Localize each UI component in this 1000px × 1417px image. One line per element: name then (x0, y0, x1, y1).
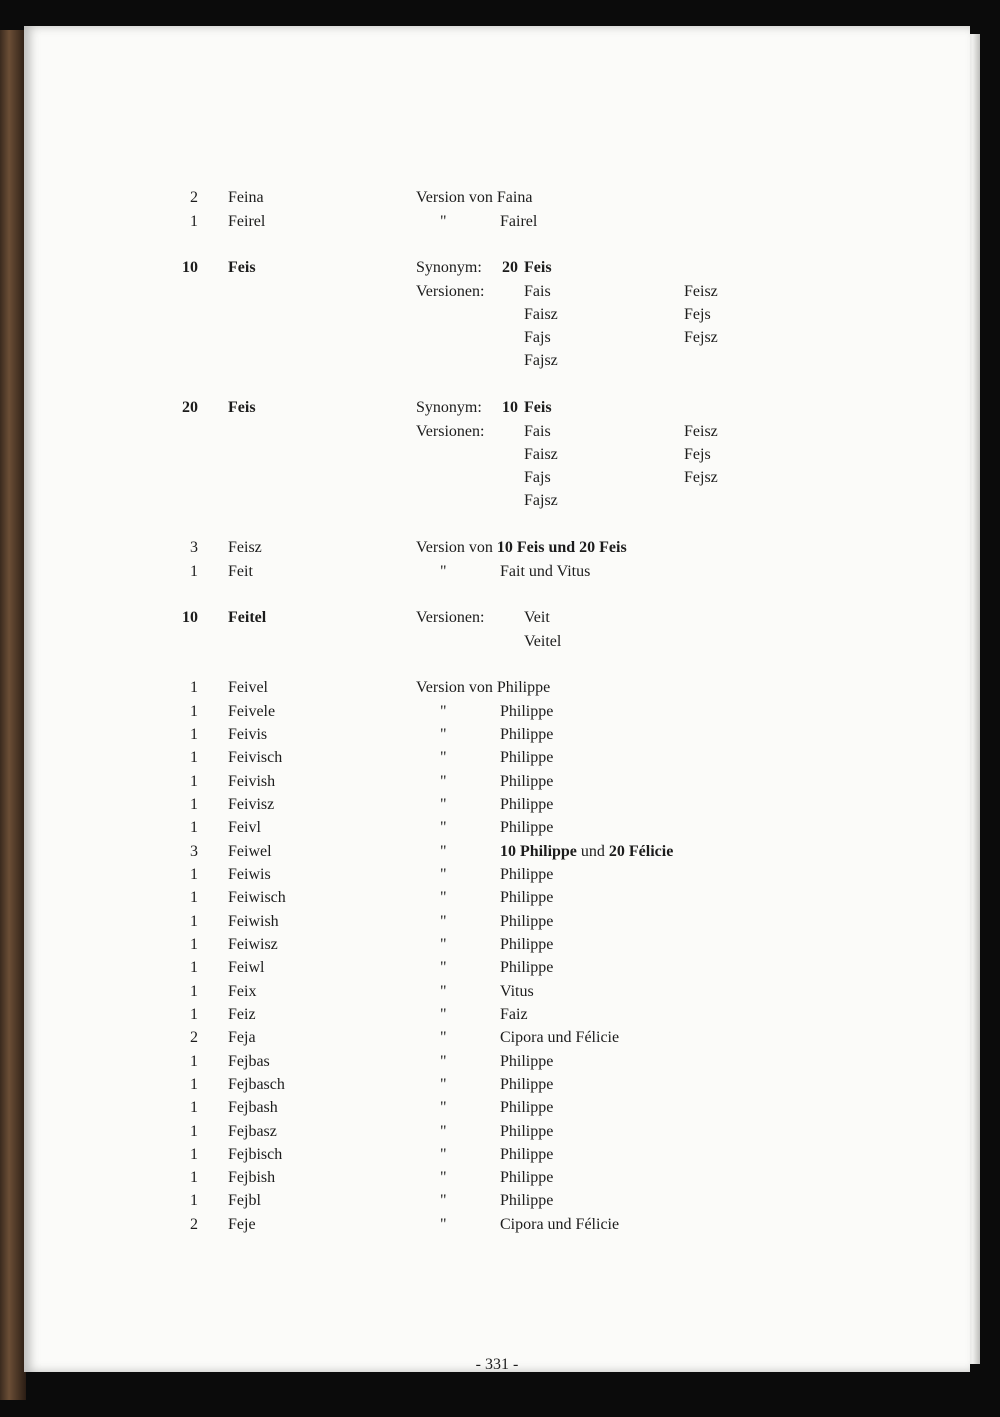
ditto-mark: " (440, 749, 447, 766)
entry-reference: Fait und Vitus (500, 563, 591, 580)
entry-reference: Philippe (500, 1099, 554, 1116)
entry-row (24, 1120, 970, 1144)
entry-count: 2 (190, 1029, 198, 1046)
ditto-mark: " (440, 889, 447, 906)
entry-label: Synonym: (416, 259, 482, 276)
entry-label: Versionen: (416, 423, 485, 440)
entry-row (24, 770, 970, 794)
entry-reference: Philippe (500, 889, 554, 906)
variant-name: Faisz (524, 306, 558, 323)
ditto-mark: " (440, 563, 447, 580)
description-bold-ref: 10 Feis und 20 Feis (496, 539, 627, 556)
entry-count: 1 (190, 866, 198, 883)
entry-row (24, 489, 970, 513)
variant-alt-name: Fejsz (684, 329, 718, 346)
entry-row (24, 186, 970, 210)
entry-row (24, 606, 970, 630)
reference-bold-1: 10 Philippe (500, 843, 577, 860)
variant-alt-name: Feisz (684, 423, 718, 440)
entry-count: 2 (190, 1216, 198, 1233)
ditto-mark: " (440, 959, 447, 976)
entry-reference: Philippe (500, 936, 554, 953)
entry-name: Feiwisz (228, 936, 278, 953)
entry-reference: Faiz (500, 1006, 528, 1023)
synonym-number: 20 (502, 259, 518, 276)
entry-row (24, 816, 970, 840)
entry-description (416, 536, 627, 560)
entry-row (24, 280, 970, 304)
entry-count: 1 (190, 1123, 198, 1140)
variant-alt-name: Feisz (684, 283, 718, 300)
entry-name: Feivel (228, 679, 268, 696)
entry-count: 1 (190, 1053, 198, 1070)
entry-row (24, 1143, 970, 1167)
entry-name: Feiwel (228, 843, 272, 860)
entry-row (24, 980, 970, 1004)
entry-row (24, 1166, 970, 1190)
entry-count: 10 (182, 609, 198, 626)
variant-name: Fajs (524, 469, 551, 486)
ditto-mark: " (440, 1216, 447, 1233)
entry-reference: Philippe (500, 749, 554, 766)
entry-name: Fejbas (228, 1053, 270, 1070)
entry-reference: Philippe (500, 819, 554, 836)
entry-label: Versionen: (416, 609, 485, 626)
entry-description: Version von Faina (416, 189, 533, 206)
entry-row (24, 443, 970, 467)
entry-count: 3 (190, 843, 198, 860)
entry-count: 1 (190, 913, 198, 930)
entry-name: Feivisz (228, 796, 275, 813)
entry-row (24, 1213, 970, 1237)
entry-row (24, 933, 970, 957)
entry-count: 1 (190, 1099, 198, 1116)
entry-name: Feivisch (228, 749, 283, 766)
ditto-mark: " (440, 1192, 447, 1209)
ditto-mark: " (440, 1053, 447, 1070)
ditto-mark: " (440, 1076, 447, 1093)
entry-name: Feivis (228, 726, 268, 743)
book-page (24, 26, 970, 1372)
entry-row (24, 630, 970, 654)
entry-count: 1 (190, 1169, 198, 1186)
entry-reference: Cipora und Félicie (500, 1216, 620, 1233)
ditto-mark: " (440, 819, 447, 836)
entry-reference: Philippe (500, 866, 554, 883)
entry-row (24, 1003, 970, 1027)
variant-alt-name: Fejsz (684, 469, 718, 486)
entry-row (24, 326, 970, 350)
ditto-mark: " (440, 983, 447, 1000)
ditto-mark: " (440, 866, 447, 883)
ditto-mark: " (440, 1123, 447, 1140)
entry-count: 3 (190, 539, 198, 556)
entry-row (24, 956, 970, 980)
entry-row (24, 1026, 970, 1050)
entry-reference: Philippe (500, 1192, 554, 1209)
ditto-mark: " (440, 213, 447, 230)
ditto-mark: " (440, 703, 447, 720)
entry-reference: Philippe (500, 1123, 554, 1140)
entry-label: Synonym: (416, 399, 482, 416)
reference-connector: und (576, 843, 609, 860)
entry-row (24, 1189, 970, 1213)
entry-count: 1 (190, 213, 198, 230)
entry-reference: Philippe (500, 726, 554, 743)
entry-name: Feit (228, 563, 253, 580)
entry-name: Feiz (228, 1006, 256, 1023)
entry-name: Fejbash (228, 1099, 278, 1116)
variant-name: Fais (524, 283, 551, 300)
page-number: - 331 - (475, 1356, 519, 1373)
reference-bold-2: 20 Félicie (608, 843, 674, 860)
variant-name: Fajs (524, 329, 551, 346)
entry-label: Versionen: (416, 283, 485, 300)
entry-row (24, 256, 970, 280)
variant-alt-name: Fejs (684, 446, 711, 463)
entry-reference: Philippe (500, 1146, 554, 1163)
entry-row (24, 1050, 970, 1074)
entry-count: 1 (190, 773, 198, 790)
entry-count: 10 (182, 259, 198, 276)
entry-name: Feirel (228, 213, 266, 230)
entry-name: Feina (228, 189, 264, 206)
entry-row (24, 700, 970, 724)
variant-name: Veitel (524, 633, 562, 650)
variant-name: Fais (524, 423, 551, 440)
entry-reference: Philippe (500, 959, 554, 976)
entry-row (24, 1073, 970, 1097)
entry-row (24, 1096, 970, 1120)
entry-name: Feisz (228, 539, 262, 556)
entry-count: 1 (190, 726, 198, 743)
entry-description: Version von Philippe (416, 679, 551, 696)
entry-name: Fejbish (228, 1169, 276, 1186)
entry-reference: Philippe (500, 796, 554, 813)
entry-name: Feiwisch (228, 889, 286, 906)
entry-name: Fejbisch (228, 1146, 283, 1163)
entry-count: 20 (182, 399, 198, 416)
entry-name: Feivish (228, 773, 276, 790)
entry-row (24, 560, 970, 584)
entry-reference (500, 840, 673, 864)
ditto-mark: " (440, 726, 447, 743)
entry-row (24, 910, 970, 934)
entry-reference: Vitus (500, 983, 534, 1000)
entry-row (24, 396, 970, 420)
entry-row (24, 210, 970, 234)
ditto-mark: " (440, 1006, 447, 1023)
entry-reference: Philippe (500, 703, 554, 720)
entry-reference: Philippe (500, 773, 554, 790)
entry-row (24, 863, 970, 887)
description-text: Version von (416, 539, 497, 556)
variant-name: Feis (524, 399, 552, 416)
entry-row (24, 466, 970, 490)
entry-reference: Philippe (500, 1076, 554, 1093)
variant-name: Fajsz (524, 492, 558, 509)
entry-name: Fejbasch (228, 1076, 285, 1093)
entry-name: Feis (228, 399, 256, 416)
ditto-mark: " (440, 913, 447, 930)
entry-count: 1 (190, 983, 198, 1000)
entry-reference: Philippe (500, 1169, 554, 1186)
entry-name: Fejbl (228, 1192, 261, 1209)
entry-count: 1 (190, 749, 198, 766)
entry-row (24, 723, 970, 747)
entry-count: 1 (190, 563, 198, 580)
entry-row (24, 793, 970, 817)
entry-row (24, 746, 970, 770)
entry-name: Feiwis (228, 866, 271, 883)
entry-count: 1 (190, 1192, 198, 1209)
ditto-mark: " (440, 796, 447, 813)
entry-reference: Cipora und Félicie (500, 1029, 620, 1046)
variant-name: Faisz (524, 446, 558, 463)
ditto-mark: " (440, 936, 447, 953)
entry-name: Feix (228, 983, 257, 1000)
entry-count: 2 (190, 189, 198, 206)
entry-count: 1 (190, 703, 198, 720)
entry-name: Feivele (228, 703, 276, 720)
entry-row (24, 303, 970, 327)
entry-row (24, 536, 970, 560)
entry-row (24, 840, 970, 864)
entry-row (24, 886, 970, 910)
variant-name: Feis (524, 259, 552, 276)
ditto-mark: " (440, 843, 447, 860)
entry-count: 1 (190, 796, 198, 813)
entry-row (24, 676, 970, 700)
entry-name: Feje (228, 1216, 256, 1233)
entry-name: Feitel (228, 609, 267, 626)
entry-reference: Fairel (500, 213, 538, 230)
entry-row (24, 349, 970, 373)
entry-name: Fejbasz (228, 1123, 277, 1140)
ditto-mark: " (440, 773, 447, 790)
ditto-mark: " (440, 1029, 447, 1046)
ditto-mark: " (440, 1169, 447, 1186)
entry-count: 1 (190, 936, 198, 953)
entry-name: Feiwl (228, 959, 265, 976)
entry-count: 1 (190, 959, 198, 976)
entry-count: 1 (190, 1076, 198, 1093)
ditto-mark: " (440, 1146, 447, 1163)
variant-name: Veit (524, 609, 550, 626)
book-spine (0, 30, 26, 1400)
entry-count: 1 (190, 679, 198, 696)
entry-reference: Philippe (500, 1053, 554, 1070)
entry-row (24, 420, 970, 444)
entry-reference: Philippe (500, 913, 554, 930)
variant-name: Fajsz (524, 352, 558, 369)
ditto-mark: " (440, 1099, 447, 1116)
entry-count: 1 (190, 889, 198, 906)
entry-count: 1 (190, 819, 198, 836)
entry-name: Feis (228, 259, 256, 276)
entry-count: 1 (190, 1006, 198, 1023)
entry-name: Feivl (228, 819, 261, 836)
entry-name: Feiwish (228, 913, 279, 930)
variant-alt-name: Fejs (684, 306, 711, 323)
entry-name: Feja (228, 1029, 256, 1046)
synonym-number: 10 (502, 399, 518, 416)
entry-count: 1 (190, 1146, 198, 1163)
